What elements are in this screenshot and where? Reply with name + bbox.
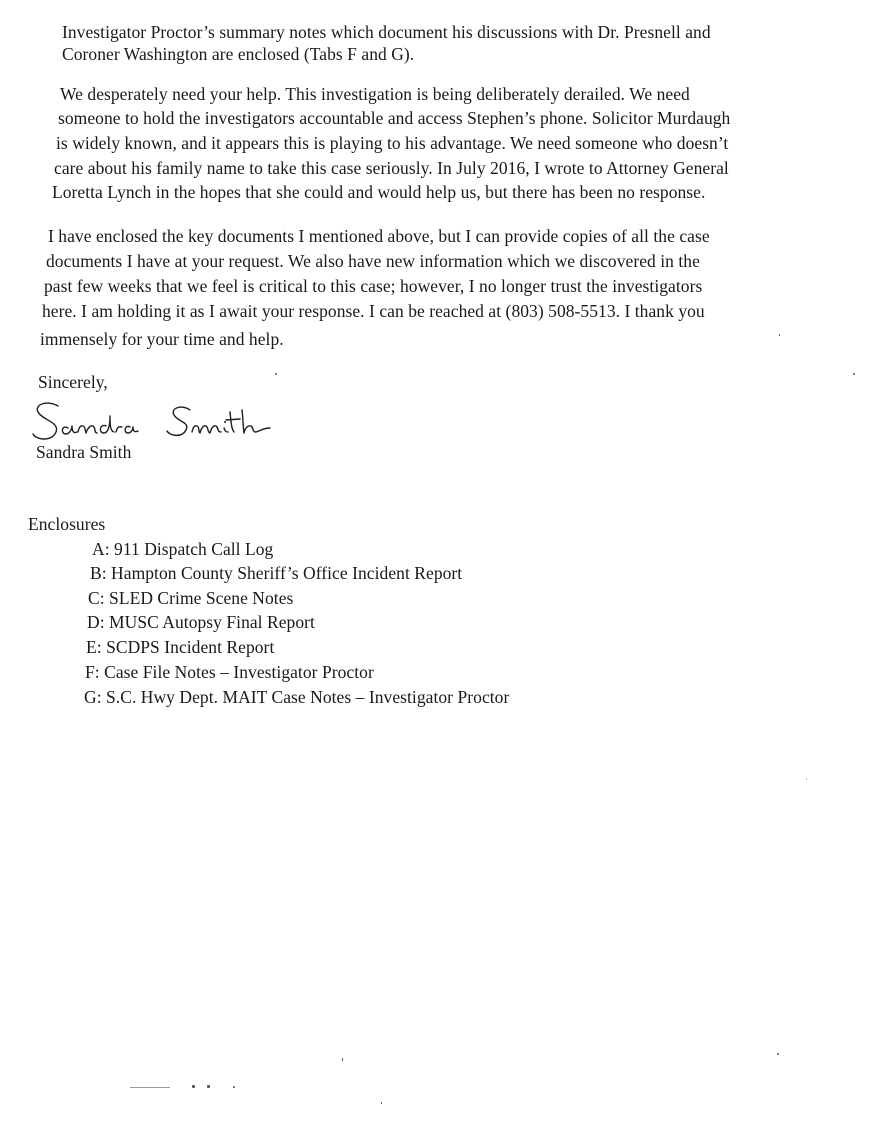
paragraph-2-line: Loretta Lynch in the hopes that she could and would help us, but there has been no response.	[52, 182, 706, 202]
scan-speck	[779, 334, 780, 336]
paragraph-1-line: Coroner Washington are enclosed (Tabs F and G).	[62, 44, 415, 64]
paragraph-2-line: someone to hold the investigators accountable and access Stephen’s phone. Solicitor Murdaugh	[58, 108, 731, 128]
enclosure-item: D: MUSC Autopsy Final Report	[87, 612, 315, 632]
enclosure-item: F: Case File Notes – Investigator Proctor	[85, 662, 374, 682]
scan-speck	[381, 1102, 382, 1104]
scan-speck	[806, 778, 807, 780]
handwritten-signature	[30, 398, 280, 446]
closing: Sincerely,	[38, 372, 108, 392]
paragraph-2-line: care about his family name to take this case seriously. In July 2016, I wrote to Attorney General	[54, 158, 729, 178]
scan-speck	[853, 373, 855, 375]
signer-name: Sandra Smith	[36, 442, 132, 462]
scan-speck	[130, 1087, 170, 1088]
enclosures-heading: Enclosures	[28, 514, 106, 534]
paragraph-1-line: Investigator Proctor’s summary notes which document his discussions with Dr. Presnell and	[62, 22, 711, 42]
enclosure-item: G: S.C. Hwy Dept. MAIT Case Notes – Investigator Proctor	[84, 687, 510, 707]
scan-speck	[207, 1085, 210, 1088]
paragraph-3-line: past few weeks that we feel is critical to this case; however, I no longer trust the investigators	[44, 276, 703, 296]
scan-speck	[342, 1058, 343, 1061]
paragraph-3-line: I have enclosed the key documents I mentioned above, but I can provide copies of all the case	[48, 226, 710, 246]
paragraph-3-line: immensely for your time and help.	[40, 329, 284, 349]
paragraph-2-line: We desperately need your help. This investigation is being deliberately derailed. We need	[60, 84, 690, 104]
paragraph-2-line: is widely known, and it appears this is playing to his advantage. We need someone who doesn’t	[56, 133, 729, 153]
enclosure-item: C: SLED Crime Scene Notes	[88, 588, 294, 608]
scan-speck	[233, 1086, 235, 1088]
enclosure-item: E: SCDPS Incident Report	[86, 637, 275, 657]
paragraph-3-line: documents I have at your request. We also have new information which we discovered in the	[46, 251, 700, 271]
enclosure-item: B: Hampton County Sheriff’s Office Incident Report	[90, 563, 463, 583]
scan-speck	[777, 1053, 779, 1055]
paragraph-3-line: here. I am holding it as I await your response. I can be reached at (803) 508-5513. I thank you	[42, 301, 705, 321]
enclosure-item: A: 911 Dispatch Call Log	[92, 539, 274, 559]
scan-speck	[275, 373, 277, 375]
scan-speck	[192, 1085, 195, 1088]
